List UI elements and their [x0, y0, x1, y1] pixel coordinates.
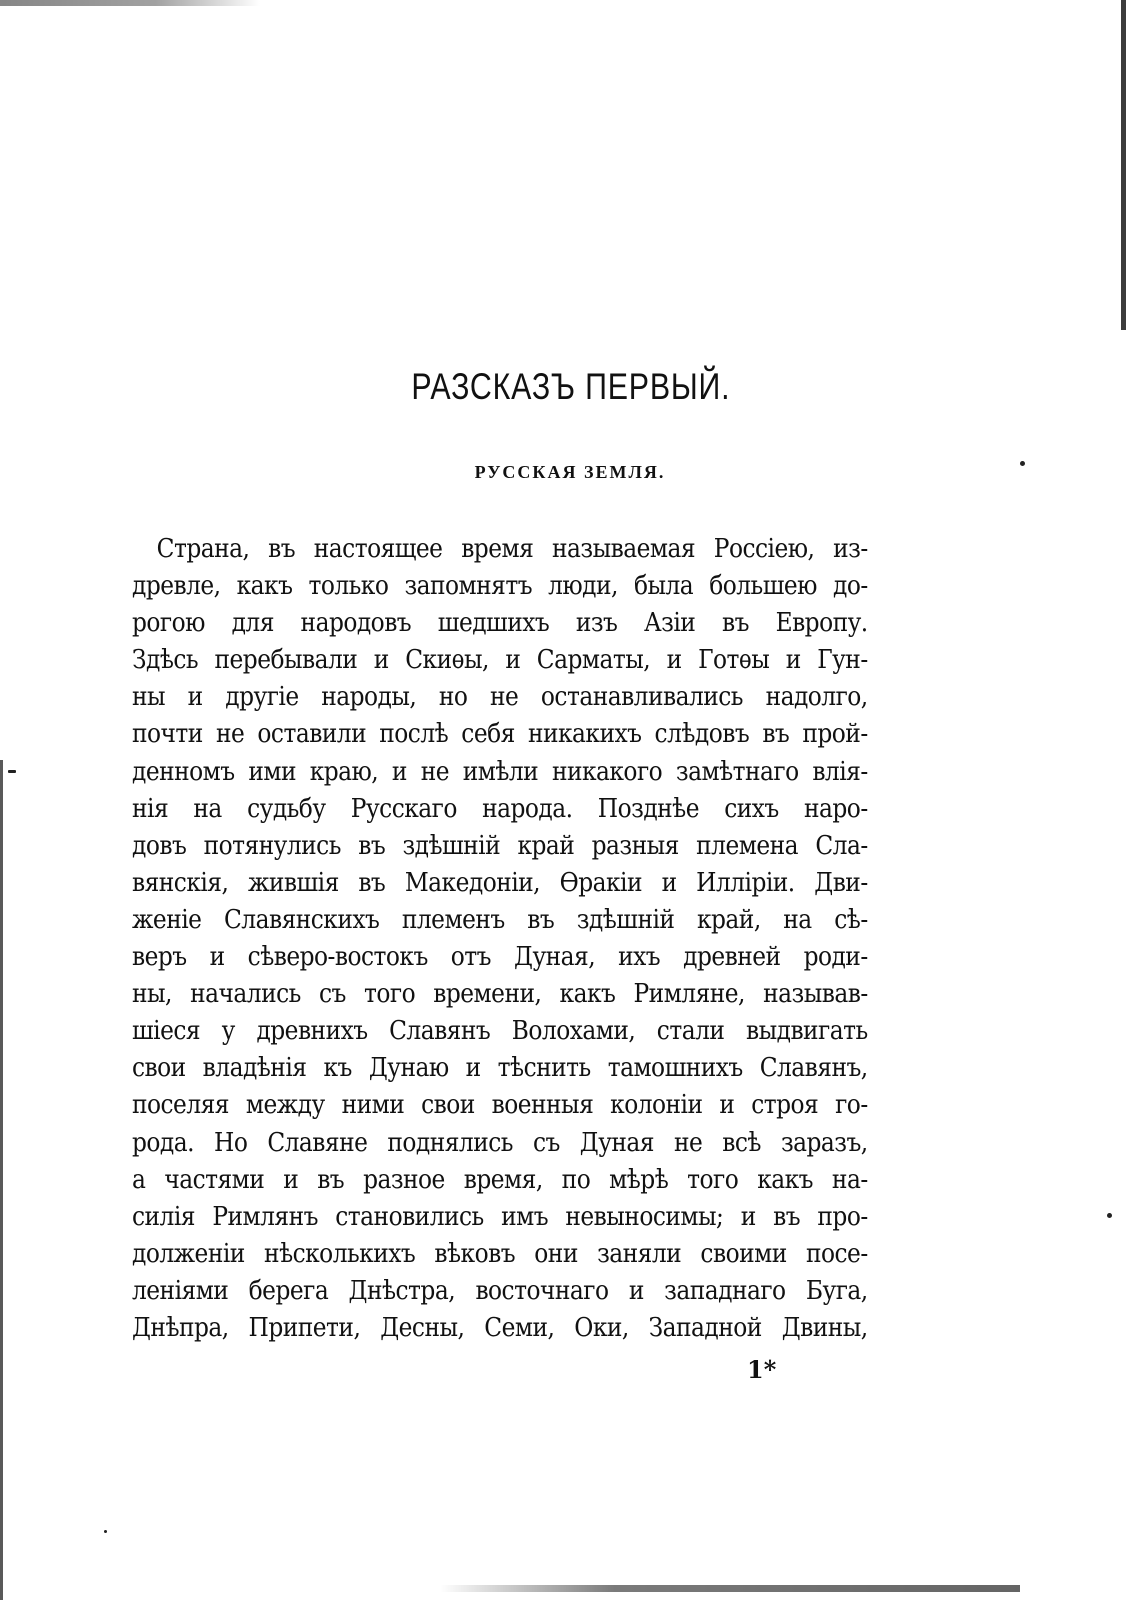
scan-edge-top	[0, 0, 260, 6]
text-line: Страна, въ настоящее время называемая Россіею, из-	[156, 533, 868, 564]
text-line: долженіи нѣсколькихъ вѣковъ они заняли своими посе-	[132, 1237, 868, 1269]
text-line: Здѣсь перебывали и Скиѳы, и Сарматы, и Готѳы и Гун-	[132, 644, 868, 676]
ink-speck	[104, 1530, 107, 1533]
text-line: рода. Но Славяне поднялись съ Дуная не всѣ заразъ,	[132, 1126, 868, 1158]
text-line: довъ потянулись въ здѣшній край разныя племена Сла-	[132, 829, 868, 861]
text-line: силія Римлянъ становились имъ невыносимы; и въ про-	[132, 1200, 868, 1232]
text-line: ны, начались съ того времени, какъ Римляне, называв-	[132, 978, 868, 1010]
text-line: свои владѣнія къ Дунаю и тѣснить тамошнихъ Славянъ,	[132, 1052, 868, 1084]
text-line: леніями берега Днѣстра, восточнаго и западнаго Буга,	[132, 1274, 868, 1306]
body-text	[132, 530, 868, 1346]
scan-edge-right	[1121, 0, 1126, 330]
signature-mark: 1*	[747, 1355, 777, 1384]
scan-edge-left	[0, 760, 3, 1600]
text-line: нія на судьбу Русскаго народа. Позднѣе сихъ наро-	[132, 792, 868, 824]
ink-speck	[8, 770, 16, 773]
ink-speck	[1107, 1213, 1112, 1218]
text-line: рогою для народовъ шедшихъ изъ Азіи въ Европу.	[132, 607, 868, 639]
text-line: денномъ ими краю, и не имѣли никакого замѣтнаго влія-	[132, 755, 868, 787]
text-line: а частями и въ разное время, по мѣрѣ того какъ на-	[132, 1163, 868, 1195]
text-line: древле, какъ только запомнятъ люди, была большею до-	[132, 570, 868, 602]
text-line: женіе Славянскихъ племенъ въ здѣшній край, на сѣ-	[132, 903, 868, 935]
page-title-text: РАЗСКАЗЪ ПЕРВЫЙ.	[411, 366, 731, 407]
text-line: поселяя между ними свои военныя колоніи и строя го-	[132, 1089, 868, 1121]
text-line: почти не оставили послѣ себя никакихъ слѣдовъ въ прой-	[132, 718, 868, 750]
text-line: вянскія, жившія въ Македоніи, Ѳракіи и Илліріи. Дви-	[132, 866, 868, 898]
chapter-subtitle: РУССКАЯ ЗЕМЛЯ.	[474, 462, 666, 482]
text-line: ны и другіе народы, но не останавливались надолго,	[132, 681, 868, 713]
text-line: Днѣпра, Припети, Десны, Семи, Оки, Западной Двины,	[132, 1311, 868, 1343]
text-line: шіеся у древнихъ Славянъ Волохами, стали выдвигать	[132, 1015, 868, 1047]
page-title	[104, 366, 1039, 408]
text-line: веръ и сѣверо-востокъ отъ Дуная, ихъ древней роди-	[132, 941, 868, 973]
scan-edge-bottom	[440, 1585, 1020, 1592]
